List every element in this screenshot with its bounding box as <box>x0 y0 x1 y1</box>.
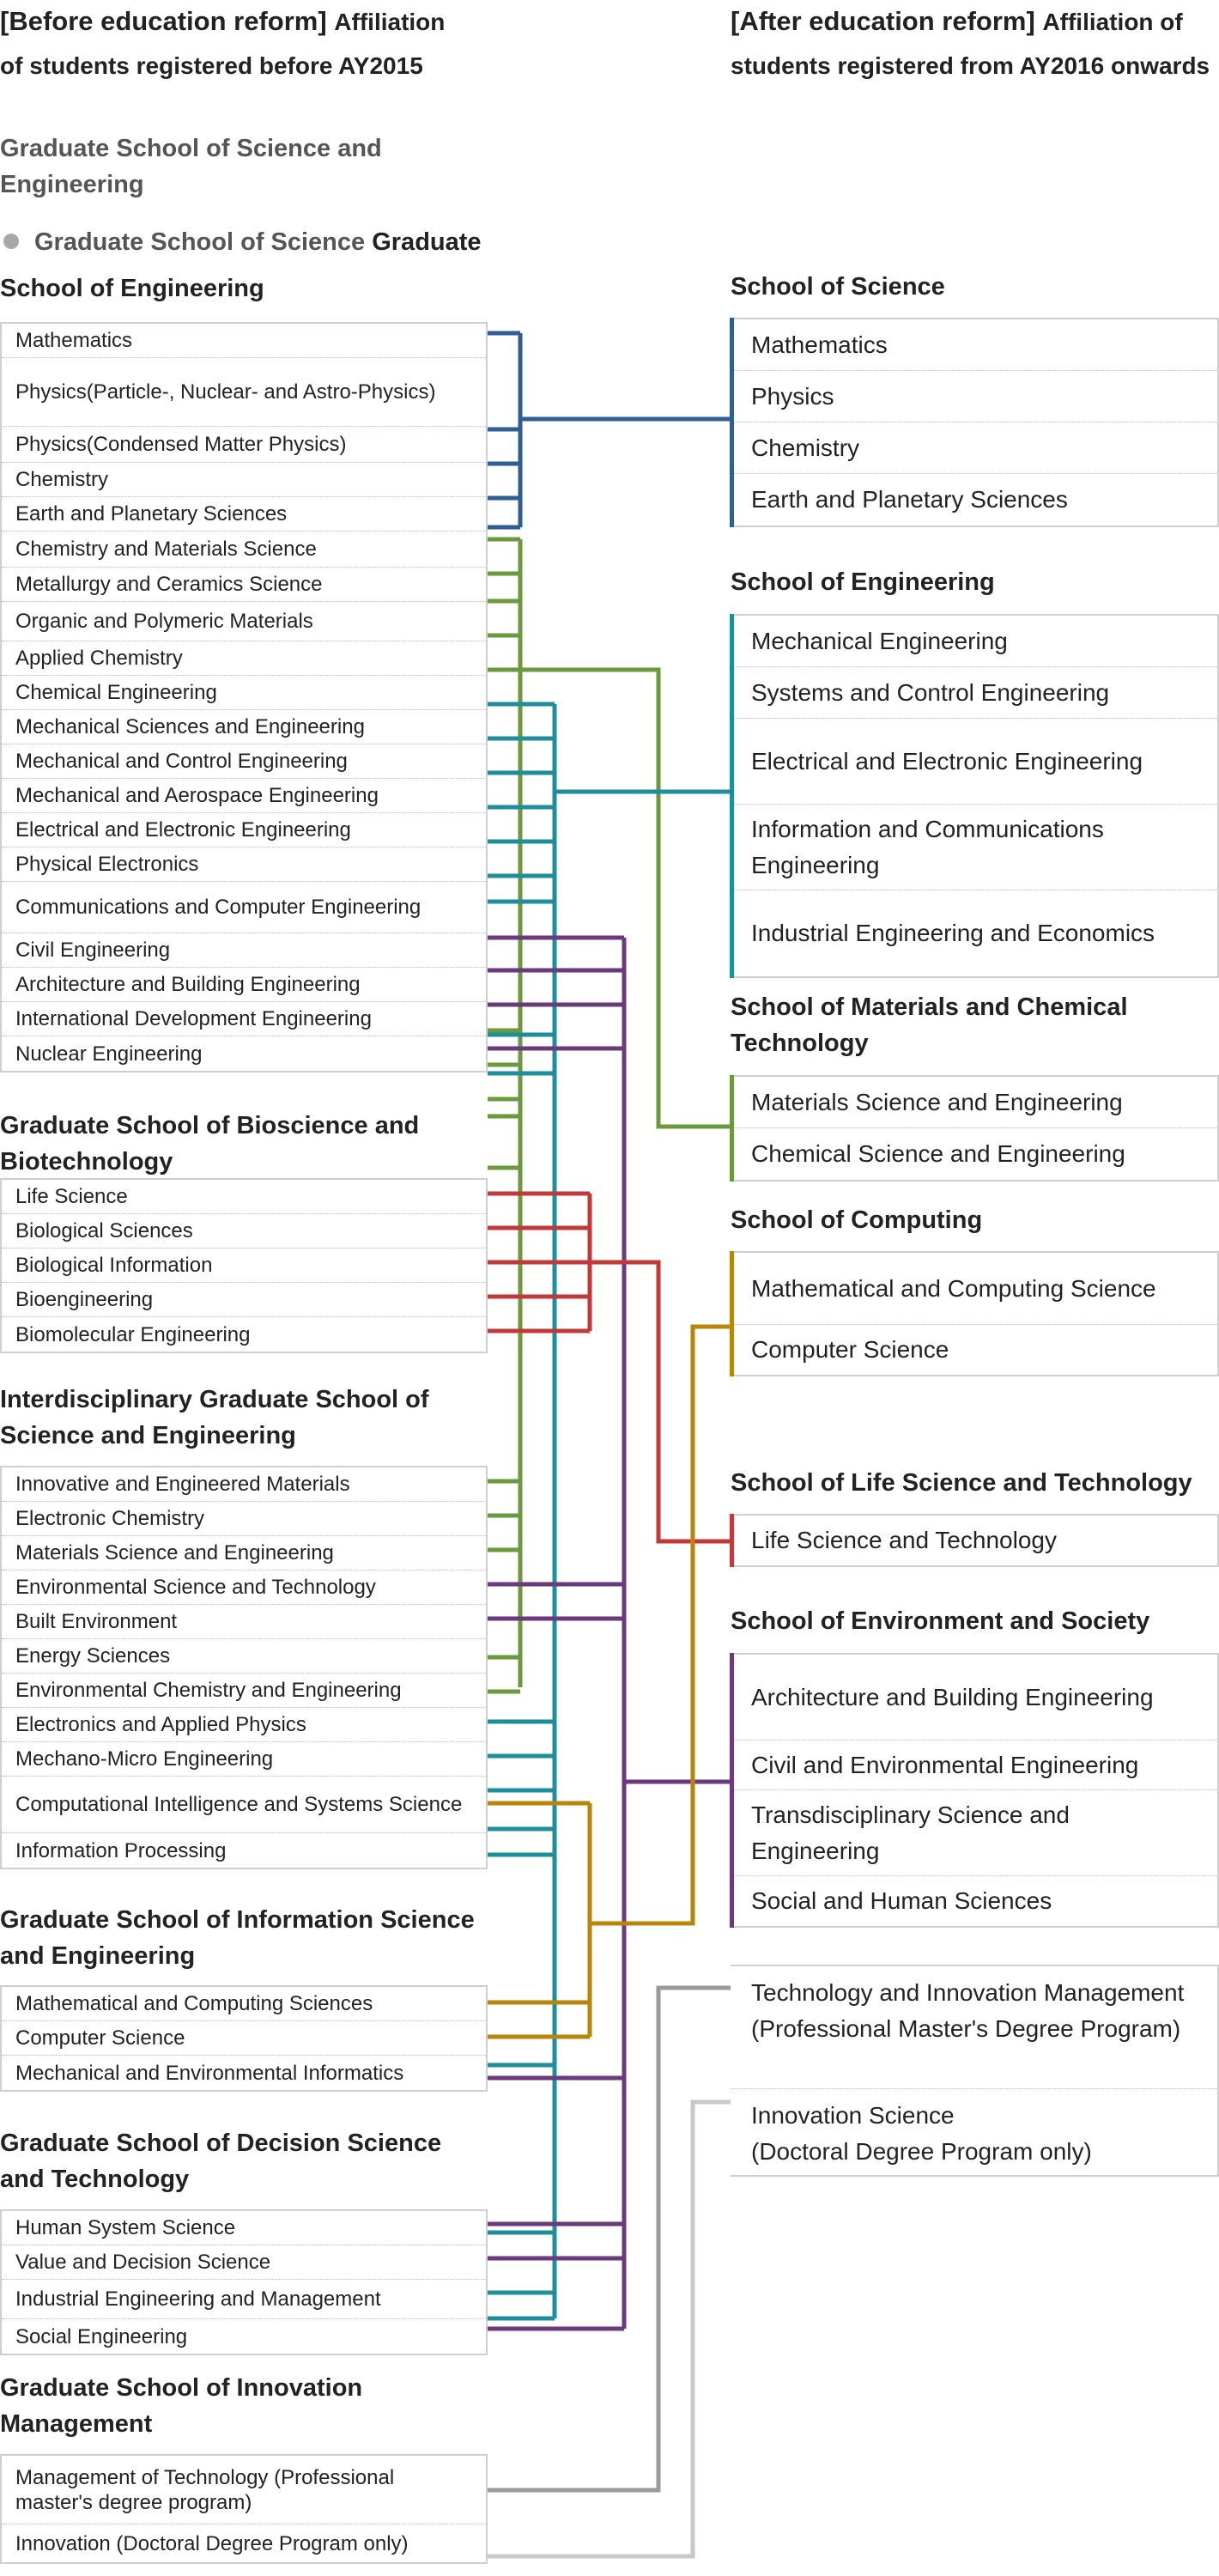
program-earth-and-planetary-sciences: Earth and Planetary Sciences <box>751 486 1068 513</box>
tim-item <box>731 1966 1217 2089</box>
school-color-bar <box>730 614 734 978</box>
school-computing-list <box>731 1251 1219 1376</box>
dept-information-processing: Information Processing <box>15 1838 227 1862</box>
bio-title: Graduate School of Bioscience and Biotechnology <box>0 1112 420 1176</box>
bio-department-list <box>0 1178 488 1353</box>
info-department-list <box>0 1985 488 2092</box>
school-color-bar <box>730 1075 734 1182</box>
computing-connectors <box>488 1327 731 2037</box>
dept-electrical-and-electronic-engineering: Electrical and Electronic Engineering <box>2 813 486 848</box>
dept-applied-chemistry: Applied Chemistry <box>2 641 486 676</box>
program-industrial-engineering-and-economics: Industrial Engineering and Economics <box>751 920 1155 946</box>
dept-architecture-and-building-engineering: Architecture and Building Engineering <box>2 968 486 1002</box>
dept-biomolecular-engineering: Biomolecular Engineering <box>15 1322 251 1346</box>
innovation-list <box>731 1965 1219 2177</box>
dept-physics-condensed-matter-physics: Physics(Condensed Matter Physics) <box>2 427 486 463</box>
before-header-text2: of students registered before AY2015 <box>0 52 423 79</box>
after-header-bracket: [After education reform] <box>731 6 1035 36</box>
school-life-title: School of Life Science and Technology <box>731 1469 1192 1497</box>
dec-department-list <box>0 2209 488 2355</box>
dept-mechano-micro-engineering: Mechano-Micro Engineering <box>2 1742 486 1777</box>
dept-management-of-technology-professional-ma: Management of Technology (Professional master's degree program) <box>2 2456 486 2524</box>
dept-communications-and-computer-engineering: Communications and Computer Engineering <box>2 882 486 933</box>
dept-environmental-science-and-technology: Environmental Science and Technology <box>2 1571 486 1605</box>
dept-mechanical-and-environmental-informatics: Mechanical and Environmental Informatics <box>15 2061 404 2085</box>
after-header-text2: students registered from AY2016 onwards <box>731 52 1210 79</box>
school-materials-list <box>731 1075 1219 1182</box>
dept-physical-electronics: Physical Electronics <box>2 848 486 882</box>
dept-environmental-chemistry-and-engineering: Environmental Chemistry and Engineering <box>2 1674 486 1708</box>
dept-computer-science: Computer Science <box>2 2021 486 2056</box>
tim-line1: Technology and Innovation Management <box>751 1979 1185 2006</box>
life-link-line <box>590 1262 731 1541</box>
program-chemical-science-and-engineering: Chemical Science and Engineering <box>751 1140 1125 1167</box>
dept-innovation-doctoral-degree-program-only: Innovation (Doctoral Degree Program only) <box>15 2531 409 2555</box>
school-science-list <box>731 318 1219 527</box>
school-color-bar <box>730 1251 734 1376</box>
dept-organic-and-polymeric-materials: Organic and Polymeric Materials <box>2 602 486 641</box>
dept-materials-science-and-engineering: Materials Science and Engineering <box>2 1536 486 1571</box>
dept-electronics-and-applied-physics: Electronics and Applied Physics <box>2 1708 486 1742</box>
program-architecture-and-building-engineering: Architecture and Building Engineering <box>731 1655 1217 1741</box>
program-social-and-human-sciences: Social and Human Sciences <box>751 1887 1052 1914</box>
inn-title: Graduate School of Innovation Management <box>0 2374 363 2438</box>
school-color-bar <box>730 1514 734 1567</box>
school-engineering-title: School of Engineering <box>731 568 995 596</box>
tim-line2: (Professional Master's Degree Program) <box>751 2015 1181 2042</box>
before-header-text1: Affiliation <box>334 9 446 35</box>
dept-innovative-and-engineered-materials: Innovative and Engineered Materials <box>2 1467 486 1502</box>
after-header-text1: Affiliation of <box>1042 9 1183 35</box>
before-header <box>0 0 515 88</box>
dept-computational-intelligence-and-systems-s: Computational Intelligence and Systems Science <box>2 1777 486 1833</box>
inn-department-list <box>0 2454 488 2564</box>
program-mathematical-and-computing-science: Mathematical and Computing Science <box>731 1253 1217 1325</box>
isc-line1: Innovation Science <box>751 2102 955 2129</box>
program-physics: Physics <box>731 371 1217 422</box>
program-electrical-and-electronic-engineering: Electrical and Electronic Engineering <box>731 719 1217 805</box>
program-mechanical-engineering: Mechanical Engineering <box>731 616 1217 667</box>
dept-international-development-engineering: International Development Engineering <box>2 1002 486 1036</box>
dept-mathematics: Mathematics <box>2 324 486 358</box>
dept-bioengineering: Bioengineering <box>2 1283 486 1317</box>
school-computing-title: School of Computing <box>731 1206 983 1234</box>
dept-biological-information: Biological Information <box>2 1249 486 1283</box>
dept-energy-sciences: Energy Sciences <box>2 1639 486 1674</box>
school-life-list <box>731 1514 1219 1567</box>
dept-mechanical-sciences-and-engineering: Mechanical Sciences and Engineering <box>2 710 486 744</box>
school-environment-title: School of Environment and Society <box>731 1607 1150 1635</box>
sub-title-engineering: School of Engineering <box>0 275 264 302</box>
dept-life-science: Life Science <box>2 1180 486 1214</box>
dept-physics-particle-nuclear-and-astro-physi: Physics(Particle-, Nuclear- and Astro-Physics) <box>2 358 486 427</box>
isc-line2: (Doctoral Degree Program only) <box>751 2138 1092 2165</box>
dept-mechanical-and-aerospace-engineering: Mechanical and Aerospace Engineering <box>2 779 486 813</box>
school-color-bar <box>730 318 734 527</box>
dept-value-and-decision-science: Value and Decision Science <box>2 2245 486 2280</box>
school-color-bar <box>730 1653 734 1928</box>
gsse-department-list <box>0 322 488 1072</box>
before-header-bracket: [Before education reform] <box>0 6 327 36</box>
gsse-title: Graduate School of Science and Engineering <box>0 135 382 198</box>
dept-biological-sciences: Biological Sciences <box>2 1214 486 1249</box>
school-environment-list <box>731 1653 1219 1928</box>
dept-civil-engineering: Civil Engineering <box>2 933 486 968</box>
innovation-science-item <box>731 2089 1217 2175</box>
dept-social-engineering: Social Engineering <box>15 2324 188 2348</box>
program-mathematics: Mathematics <box>731 319 1217 371</box>
dept-earth-and-planetary-sciences: Earth and Planetary Sciences <box>2 497 486 532</box>
program-chemistry: Chemistry <box>731 422 1217 474</box>
program-materials-science-and-engineering: Materials Science and Engineering <box>731 1077 1217 1128</box>
dept-human-system-science: Human System Science <box>2 2211 486 2245</box>
program-transdisciplinary-science-and-engineerin: Transdisciplinary Science and Engineering <box>731 1790 1217 1876</box>
info-title: Graduate School of Information Science and Engineering <box>0 1906 475 1970</box>
program-information-and-communications-engineeri: Information and Communications Engineering <box>731 805 1217 890</box>
dec-title: Graduate School of Decision Science and Technology <box>0 2129 442 2193</box>
dept-built-environment: Built Environment <box>2 1605 486 1639</box>
sub-title-science: Graduate School of Science <box>34 228 366 256</box>
dept-electronic-chemistry: Electronic Chemistry <box>2 1502 486 1536</box>
dept-chemical-engineering: Chemical Engineering <box>2 676 486 710</box>
dept-mechanical-and-control-engineering: Mechanical and Control Engineering <box>2 744 486 779</box>
program-computer-science: Computer Science <box>751 1336 949 1363</box>
school-engineering-list <box>731 614 1219 978</box>
dept-industrial-engineering-and-management: Industrial Engineering and Management <box>2 2280 486 2319</box>
after-header <box>731 0 1219 88</box>
sub-title-graduate: Graduate <box>372 228 482 256</box>
dept-chemistry: Chemistry <box>2 463 486 497</box>
science-connectors <box>488 333 731 527</box>
school-materials-title: School of Materials and Chemical Technology <box>731 993 1128 1057</box>
dept-mathematical-and-computing-sciences: Mathematical and Computing Sciences <box>2 1987 486 2021</box>
dept-metallurgy-and-ceramics-science: Metallurgy and Ceramics Science <box>2 568 486 602</box>
inter-title: Interdisciplinary Graduate School of Science and Engineering <box>0 1386 429 1449</box>
bullet-icon <box>3 234 19 249</box>
inter-department-list <box>0 1466 488 1869</box>
dept-chemistry-and-materials-science: Chemistry and Materials Science <box>2 532 486 568</box>
program-systems-and-control-engineering: Systems and Control Engineering <box>731 667 1217 719</box>
program-life-science-and-technology: Life Science and Technology <box>751 1527 1057 1553</box>
gsse-subtitle <box>0 224 515 260</box>
school-science-title: School of Science <box>731 273 945 301</box>
dept-nuclear-engineering: Nuclear Engineering <box>15 1042 203 1066</box>
program-civil-and-environmental-engineering: Civil and Environmental Engineering <box>731 1741 1217 1790</box>
